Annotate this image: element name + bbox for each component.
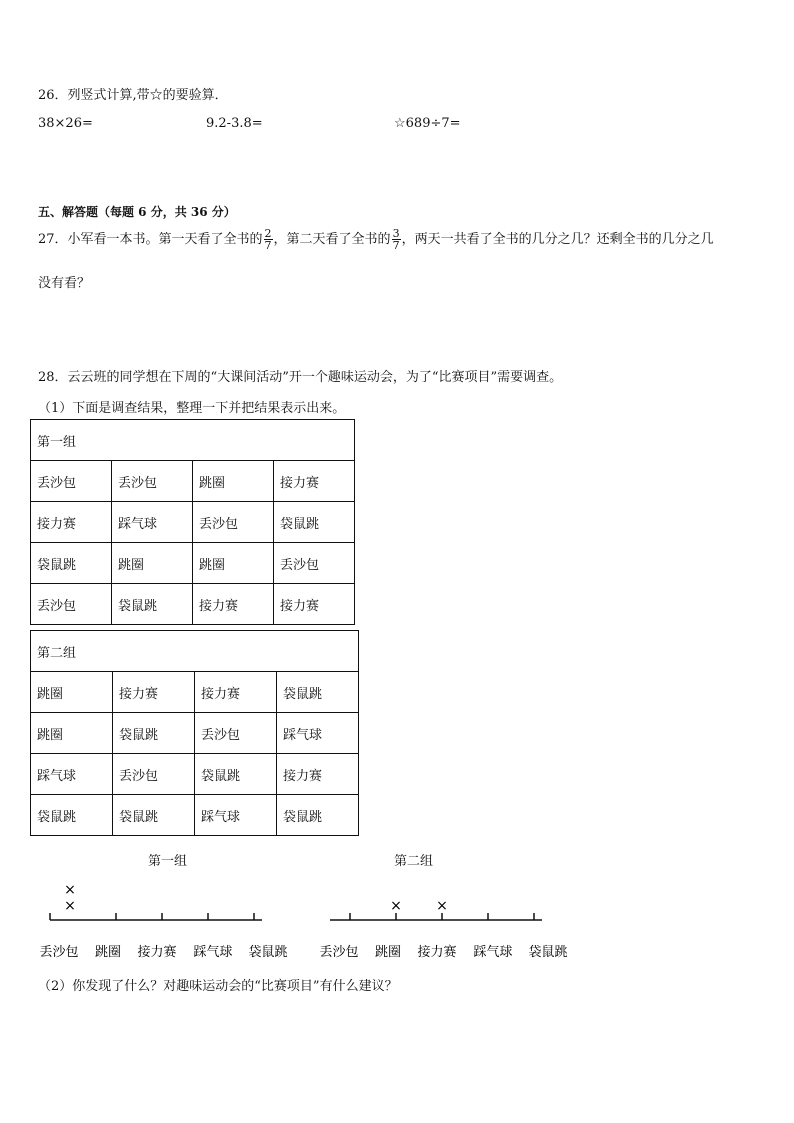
table-cell: 袋鼠跳 xyxy=(277,795,359,836)
table-cell: 丢沙包 xyxy=(195,713,277,754)
table-cell: 袋鼠跳 xyxy=(274,502,355,543)
q28-sub2: （2）你发现了什么？对趣味运动会的“比赛项目”有什么建议？ xyxy=(38,979,398,994)
fraction-numerator: 2 xyxy=(264,227,272,240)
table-row xyxy=(31,584,355,625)
table-cell: 跳圈 xyxy=(31,713,113,754)
table-cell: 丢沙包 xyxy=(31,584,112,625)
q26-problem-2: 9.2-3.8= xyxy=(206,116,263,131)
tick-label: 踩气球 xyxy=(193,945,233,960)
fraction-denominator: 7 xyxy=(392,239,400,252)
table-cell: 丢沙包 xyxy=(31,461,112,502)
q27-text-c: ，两天一共看了全书的几分之几？还剩全书的几分之几 xyxy=(401,232,714,247)
tick-label: 丢沙包 xyxy=(39,945,79,960)
table-cell: 踩气球 xyxy=(31,754,113,795)
q26-title: 26．列竖式计算,带☆的要验算． xyxy=(38,88,228,103)
chart1-tally xyxy=(0,872,300,962)
q27-text-b: ，第二天看了全书的 xyxy=(273,232,391,247)
table-row xyxy=(31,502,355,543)
table-cell: 接力赛 xyxy=(31,502,112,543)
table-row xyxy=(31,461,355,502)
table-cell: 跳圈 xyxy=(112,543,193,584)
q28-sub1: （1）下面是调查结果，整理一下并把结果表示出来。 xyxy=(38,401,346,416)
tally-mark: × xyxy=(436,898,448,914)
table-cell: 踩气球 xyxy=(277,713,359,754)
table-cell: 踩气球 xyxy=(195,795,277,836)
tick-label: 跳圈 xyxy=(94,945,122,960)
chart2-tally xyxy=(310,872,570,962)
q26-problem-3: ☆689÷7= xyxy=(394,116,461,131)
table-cell: 袋鼠跳 xyxy=(195,754,277,795)
table-cell: 丢沙包 xyxy=(113,754,195,795)
section-heading: 五、解答题（每题 6 分，共 36 分） xyxy=(38,205,236,219)
tick-label: 袋鼠跳 xyxy=(528,945,568,960)
tick-label: 接力赛 xyxy=(417,945,457,960)
tally-mark: × xyxy=(64,898,76,914)
table-cell: 袋鼠跳 xyxy=(31,543,112,584)
table-cell: 接力赛 xyxy=(277,754,359,795)
q26-problem-1: 38×26= xyxy=(38,116,93,131)
table-cell: 袋鼠跳 xyxy=(277,672,359,713)
table-cell: 袋鼠跳 xyxy=(113,795,195,836)
tick-label: 袋鼠跳 xyxy=(248,945,288,960)
group2-label: 第二组 xyxy=(31,631,359,672)
q27-fraction-1 xyxy=(264,228,273,251)
fraction-numerator: 3 xyxy=(392,227,400,240)
table-cell: 跳圈 xyxy=(193,461,274,502)
table-cell: 跳圈 xyxy=(31,672,113,713)
table-cell: 跳圈 xyxy=(193,543,274,584)
tick-label: 跳圈 xyxy=(374,945,402,960)
tick-label: 踩气球 xyxy=(473,945,513,960)
table-cell: 袋鼠跳 xyxy=(112,584,193,625)
tick-label: 丢沙包 xyxy=(319,945,359,960)
group1-table xyxy=(30,419,355,625)
table-cell: 踩气球 xyxy=(112,502,193,543)
table-row xyxy=(31,754,359,795)
table-cell: 丢沙包 xyxy=(112,461,193,502)
chart2-title: 第二组 xyxy=(394,854,434,869)
tick-label: 接力赛 xyxy=(137,945,177,960)
tally-mark: × xyxy=(390,898,402,914)
table-cell: 丢沙包 xyxy=(274,543,355,584)
table-row xyxy=(31,713,359,754)
q27-line1 xyxy=(38,228,714,251)
table-cell: 接力赛 xyxy=(113,672,195,713)
q27-text-a: 27．小军看一本书。第一天看了全书的 xyxy=(38,232,263,247)
tally-mark: × xyxy=(64,882,76,898)
table-cell: 接力赛 xyxy=(274,584,355,625)
group1-label: 第一组 xyxy=(31,420,355,461)
q28-title: 28．云云班的同学想在下周的“大课间活动”开一个趣味运动会，为了“比赛项目”需要调查。 xyxy=(38,370,563,385)
group2-table xyxy=(30,630,359,836)
fraction-denominator: 7 xyxy=(264,239,272,252)
table-cell: 袋鼠跳 xyxy=(31,795,113,836)
q27-line2: 没有看？ xyxy=(38,276,91,291)
table-cell: 接力赛 xyxy=(274,461,355,502)
table-cell: 接力赛 xyxy=(193,584,274,625)
table-row xyxy=(31,543,355,584)
table-row xyxy=(31,795,359,836)
table-cell: 丢沙包 xyxy=(193,502,274,543)
table-row xyxy=(31,672,359,713)
table-cell: 袋鼠跳 xyxy=(113,713,195,754)
chart1-title: 第一组 xyxy=(148,854,188,869)
table-cell: 接力赛 xyxy=(195,672,277,713)
q27-fraction-2 xyxy=(392,228,401,251)
